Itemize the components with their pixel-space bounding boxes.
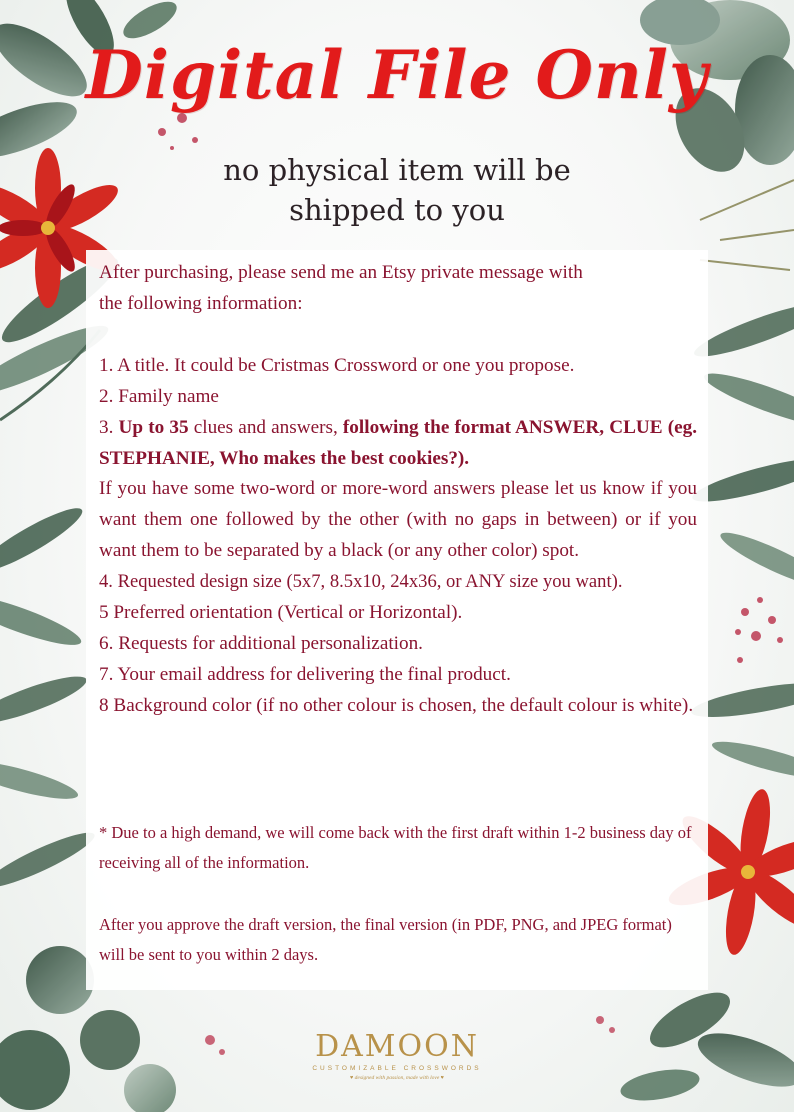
list-item-background-color: 8 Background color (if no other colour is chosen, the default colour is white). bbox=[99, 694, 694, 716]
subtitle-line-1: no physical item will be bbox=[223, 153, 571, 187]
logo-name: DAMOON bbox=[315, 1029, 479, 1064]
instructions bbox=[99, 258, 697, 722]
spacer bbox=[99, 320, 697, 351]
list-item-clues bbox=[99, 413, 697, 475]
brand-logo bbox=[297, 1030, 497, 1083]
berry-dots-top bbox=[158, 113, 198, 150]
list-item-personalization: 6. Requests for additional personalization. bbox=[99, 632, 423, 654]
left-fronds bbox=[0, 500, 99, 896]
page-title: Digital File Only bbox=[85, 36, 709, 114]
list-item-email: 7. Your email address for delivering the final product. bbox=[99, 663, 511, 685]
subtitle bbox=[0, 150, 794, 230]
logo-tagline: CUSTOMIZABLE CROSSWORDS bbox=[312, 1065, 482, 1072]
item3-bold-count: Up to 35 bbox=[118, 416, 189, 438]
list-item-orientation: 5 Preferred orientation (Vertical or Horizontal). bbox=[99, 602, 463, 624]
demand-note: * Due to a high demand, we will come back with the first draft within 1-2 business day of receiving all of the information. bbox=[99, 823, 692, 872]
subtitle-line-2: shipped to you bbox=[289, 193, 505, 227]
item3-prefix: 3. bbox=[99, 416, 119, 438]
logo-subline: ♥ designed with passion, made with love ♥ bbox=[350, 1075, 444, 1081]
item3-middle: clues and answers, bbox=[188, 416, 343, 438]
intro-line-1: After purchasing, please send me an Etsy private message with bbox=[99, 262, 583, 283]
item3-bold-format: following the format ANSWER, CLUE (eg. STEPHANIE, Who makes the best cookies?). bbox=[99, 416, 698, 469]
intro-line-2: the following information: bbox=[99, 292, 303, 314]
list-item-size: 4. Requested design size (5x7, 8.5x10, 24x36, or ANY size you want). bbox=[99, 571, 623, 593]
list-item-family-name: 2. Family name bbox=[99, 385, 219, 407]
list-item-clues-detail: If you have some two-word or more-word answers please let us know if you want them one followed by the other (with no gaps in between) or if you want them to be separated by a black (or any other color) spot. bbox=[99, 478, 697, 562]
list-item-title: 1. A title. It could be Cristmas Crossword or one you propose. bbox=[99, 354, 575, 376]
berry-dots-right bbox=[735, 597, 783, 663]
bottom-right-leaves bbox=[596, 982, 794, 1106]
delivery-note: After you approve the draft version, the final version (in PDF, PNG, and JPEG format) will be sent to you within 2 days. bbox=[99, 915, 672, 964]
